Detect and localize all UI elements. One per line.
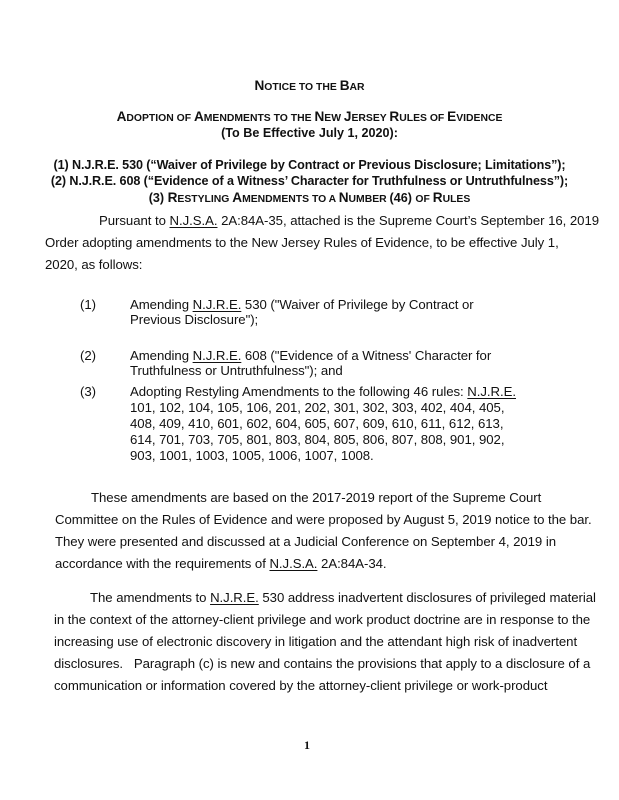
paragraph-line: communication or information covered by the attorney-client privilege or work-product [54, 678, 548, 693]
paragraph-line: increasing use of electronic discovery in litigation and the attendant high risk of inadvertent [54, 634, 578, 649]
text-span: 2A:84A-34. [317, 556, 387, 571]
heading-part: DOPTION OF [126, 113, 194, 124]
heading-part: (3) [148, 191, 168, 205]
list-number: (1) [80, 297, 96, 312]
list-line [130, 297, 474, 313]
citation: N.J.R.E. [192, 348, 242, 363]
heading-part: J [343, 109, 352, 124]
list-line [130, 348, 491, 364]
text-span: The amendments to [90, 590, 211, 605]
notice-title [0, 78, 619, 93]
heading-part: R [432, 190, 443, 205]
heading-part: A [232, 190, 243, 205]
text-span: 530 ("Waiver of Privilege by Contract or [241, 297, 474, 312]
heading-part: OF [415, 194, 433, 205]
citation: N.J.R.E. [467, 384, 516, 399]
heading-part: EW [324, 113, 344, 124]
title-part: N [254, 78, 265, 93]
heading-part: ULES OF [399, 113, 448, 124]
text-span: Pursuant to [99, 213, 170, 228]
list-line: Previous Disclosure"); [130, 312, 259, 327]
heading-rule-1: (1) N.J.R.E. 530 (“Waiver of Privilege by Contract or Previous Disclosure; Limitations”); [53, 158, 566, 172]
heading-part: E [447, 109, 457, 124]
heading-part: MENDMENTS TO THE [203, 113, 315, 124]
heading-part: A [193, 109, 204, 124]
title-part: OTICE TO THE [264, 82, 340, 93]
paragraph-line: These amendments are based on the 2017-2019 report of the Supreme Court [91, 490, 542, 505]
effective-date: (To Be Effective July 1, 2020): [221, 126, 398, 140]
paragraph-line [55, 556, 387, 571]
heading-part: VIDENCE [456, 113, 503, 124]
intro-line: 2020, as follows: [45, 257, 143, 272]
paragraph-line: They were presented and discussed at a Judicial Conference on September 4, 2019 in [55, 534, 556, 549]
text-span: Amending [130, 297, 193, 312]
heading-part: R [389, 109, 400, 124]
list-line: 101, 102, 104, 105, 106, 201, 202, 301, 302, 303, 402, 404, 405, [130, 400, 505, 415]
text-span: Adopting Restyling Amendments to the following 46 rules: [130, 384, 468, 399]
citation: N.J.R.E. [192, 297, 242, 312]
page-number: 1 [304, 738, 310, 752]
heading-part: R [167, 190, 178, 205]
paragraph-line: in the context of the attorney-client privilege and work product doctrine are in response to the [54, 612, 591, 627]
title-part: AR [349, 82, 365, 93]
text-span: accordance with the requirements of [55, 556, 270, 571]
paragraph-line [90, 590, 596, 605]
heading-part: UMBER [348, 194, 390, 205]
heading-rule-2: (2) N.J.R.E. 608 (“Evidence of a Witness’ Character for Truthfulness or Untruthfulness”); [50, 174, 569, 188]
intro-line: Order adopting amendments to the New Jersey Rules of Evidence, to be effective July 1, [45, 235, 559, 250]
heading-part: ERSEY [351, 113, 390, 124]
list-line: 408, 409, 410, 601, 602, 604, 605, 607, 609, 610, 611, 612, 613, [130, 416, 504, 431]
heading-part: N [338, 190, 349, 205]
title-part: B [339, 78, 350, 93]
text-span: 530 address inadvertent disclosures of privileged material [258, 590, 596, 605]
heading-part: (46) [389, 191, 416, 205]
text-span: Amending [130, 348, 193, 363]
list-number: (3) [80, 384, 96, 399]
adoption-heading [0, 109, 619, 124]
citation: N.J.S.A. [169, 213, 218, 228]
paragraph-line: Committee on the Rules of Evidence and were proposed by August 5, 2019 notice to the bar. [55, 512, 592, 527]
heading-part: A [116, 109, 127, 124]
list-line: 903, 1001, 1003, 1005, 1006, 1007, 1008. [130, 448, 374, 463]
heading-part: ESTYLING [177, 194, 233, 205]
heading-rule-3 [0, 190, 619, 205]
text-span: 2A:84A-35, attached is the Supreme Court’s September 16, 2019 [217, 213, 600, 228]
list-number: (2) [80, 348, 96, 363]
text-span: 608 ("Evidence of a Witness' Character for [241, 348, 492, 363]
list-line: Truthfulness or Untruthfulness"); and [130, 363, 343, 378]
citation: N.J.R.E. [210, 590, 259, 605]
list-line [130, 384, 516, 400]
intro-line [99, 213, 599, 228]
heading-part: MENDMENTS TO A [242, 194, 339, 205]
heading-part: N [314, 109, 325, 124]
citation: N.J.S.A. [269, 556, 318, 571]
paragraph-line: disclosures. Paragraph (c) is new and contains the provisions that apply to a disclosure of a [54, 656, 591, 671]
heading-part: ULES [442, 194, 471, 205]
list-line: 614, 701, 703, 705, 801, 803, 804, 805, 806, 807, 808, 901, 902, [130, 432, 505, 447]
